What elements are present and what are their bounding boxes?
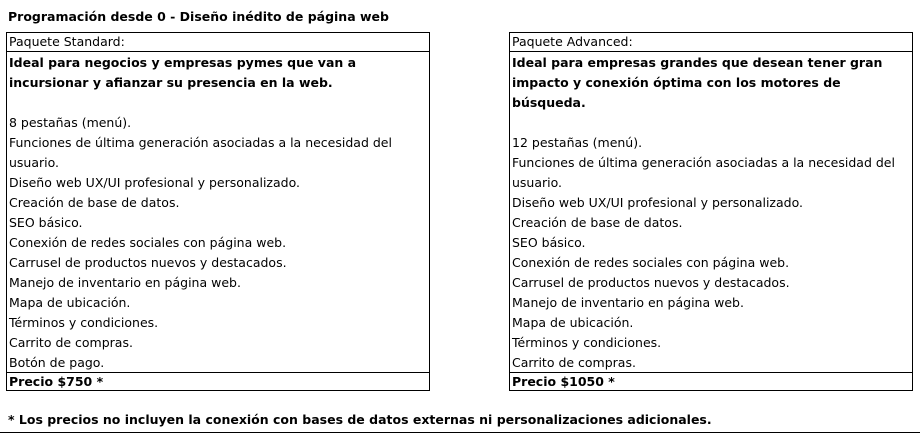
feature-item: Conexión de redes sociales con página web. bbox=[512, 255, 790, 270]
feature-item: Carrusel de productos nuevos y destacados. bbox=[512, 275, 790, 290]
feature-item: Términos y condiciones. bbox=[512, 335, 662, 350]
package-advanced bbox=[509, 32, 913, 391]
feature-item: SEO básico. bbox=[512, 235, 586, 250]
package-description: Ideal para empresas grandes que desean tener gran impacto y conexión óptima con los motores de búsqueda. bbox=[512, 55, 883, 110]
feature-item: 8 pestañas (menú). bbox=[9, 115, 132, 130]
package-description: Ideal para negocios y empresas pymes que van a incursionar y afianzar su presencia en la web. bbox=[9, 55, 357, 90]
page-title: Programación desde 0 - Diseño inédito de página web bbox=[8, 9, 389, 24]
feature-item: Carrusel de productos nuevos y destacados. bbox=[9, 255, 287, 270]
feature-item: Manejo de inventario en página web. bbox=[9, 275, 241, 290]
package-body bbox=[510, 52, 912, 372]
feature-item: Funciones de última generación asociadas a la necesidad del usuario. bbox=[9, 135, 392, 170]
feature-item: Botón de pago. bbox=[9, 355, 105, 370]
package-body bbox=[7, 52, 429, 372]
bottom-divider bbox=[0, 432, 920, 433]
package-name: Paquete Advanced: bbox=[510, 33, 912, 52]
feature-item: Manejo de inventario en página web. bbox=[512, 295, 744, 310]
package-price: Precio $750 * bbox=[7, 372, 429, 390]
package-price: Precio $1050 * bbox=[510, 372, 912, 390]
package-standard bbox=[6, 32, 430, 391]
feature-item: Diseño web UX/UI profesional y personalizado. bbox=[512, 195, 803, 210]
feature-item: SEO básico. bbox=[9, 215, 83, 230]
feature-list bbox=[9, 113, 429, 372]
feature-item: Creación de base de datos. bbox=[9, 195, 180, 210]
package-name: Paquete Standard: bbox=[7, 33, 429, 52]
feature-item: 12 pestañas (menú). bbox=[512, 135, 643, 150]
feature-item: Conexión de redes sociales con página web. bbox=[9, 235, 287, 250]
feature-item: Diseño web UX/UI profesional y personalizado. bbox=[9, 175, 300, 190]
feature-item: Términos y condiciones. bbox=[9, 315, 159, 330]
feature-item: Funciones de última generación asociadas a la necesidad del usuario. bbox=[512, 155, 895, 190]
feature-list bbox=[512, 133, 912, 372]
feature-item: Mapa de ubicación. bbox=[512, 315, 634, 330]
feature-item: Carrito de compras. bbox=[512, 355, 636, 370]
feature-item: Carrito de compras. bbox=[9, 335, 133, 350]
feature-item: Mapa de ubicación. bbox=[9, 295, 131, 310]
price-footnote: * Los precios no incluyen la conexión con bases de datos externas ni personalizaciones adicionales. bbox=[8, 412, 712, 427]
feature-item: Creación de base de datos. bbox=[512, 215, 683, 230]
